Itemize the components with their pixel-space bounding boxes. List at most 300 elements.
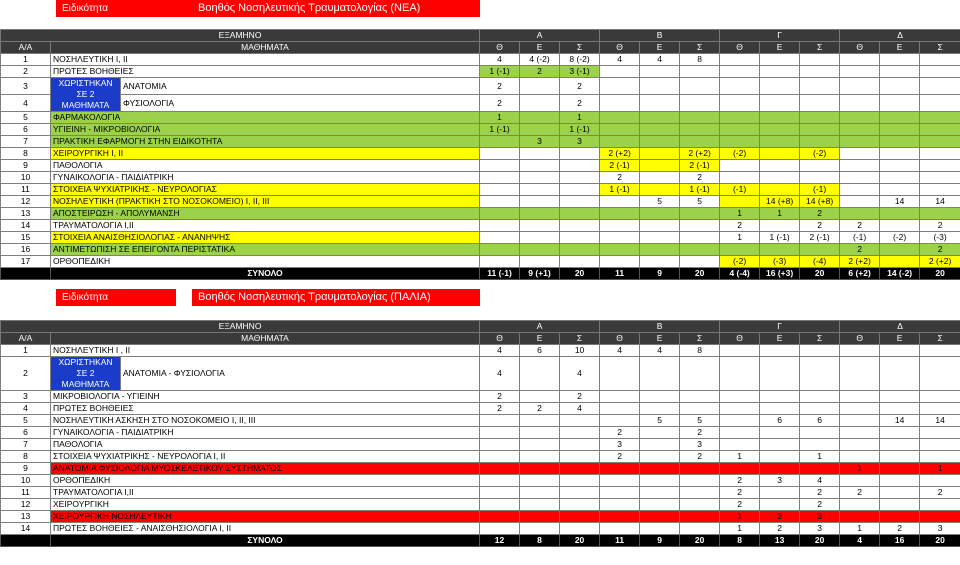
course-name: ΤΡΑΥΜΑΤΟΛΟΓΙΑ Ι,ΙΙ <box>51 220 480 232</box>
table-row <box>1 499 960 511</box>
table-row <box>1 124 960 136</box>
hours-cell <box>600 475 640 487</box>
hours-cell: 2 (-1) <box>680 160 720 172</box>
col-s: Σ <box>680 333 720 345</box>
hours-cell <box>720 244 760 256</box>
hours-cell: 3 <box>920 523 960 535</box>
hours-cell <box>880 244 920 256</box>
hours-cell <box>640 112 680 124</box>
hours-cell <box>760 403 800 415</box>
hours-cell <box>520 172 560 184</box>
hours-cell <box>840 451 880 463</box>
table-row <box>1 95 960 112</box>
hours-cell <box>640 256 680 268</box>
hours-cell <box>600 511 640 523</box>
hours-cell <box>920 451 960 463</box>
table-row <box>1 523 960 535</box>
row-number: 7 <box>1 136 51 148</box>
hours-cell <box>720 403 760 415</box>
col-e: Ε <box>880 333 920 345</box>
hours-cell <box>520 256 560 268</box>
hours-cell <box>880 345 920 357</box>
course-name: ΠΡΩΤΕΣ ΒΟΗΘΕΙΕΣ <box>51 66 480 78</box>
hours-cell <box>640 475 680 487</box>
hours-cell <box>680 523 720 535</box>
semester-label: ΕΞΑΜΗΝΟ <box>1 30 480 42</box>
total-cell: 9 <box>640 535 680 547</box>
total-cell: 9 <box>640 268 680 280</box>
hours-cell <box>520 427 560 439</box>
hours-cell <box>480 244 520 256</box>
hours-cell <box>520 95 560 112</box>
table-row <box>1 78 960 95</box>
hours-cell: (-1) <box>720 184 760 196</box>
hours-cell: 10 <box>560 345 600 357</box>
hours-cell <box>560 427 600 439</box>
hours-cell: 5 <box>640 196 680 208</box>
hours-cell <box>840 439 880 451</box>
total-cell: 12 <box>480 535 520 547</box>
row-number: 2 <box>1 357 51 391</box>
hours-cell <box>640 451 680 463</box>
hours-cell: 2 <box>840 244 880 256</box>
course-name: ΤΡΑΥΜΑΤΟΛΟΓΙΑ Ι,ΙΙ <box>51 487 480 499</box>
hours-cell: 3 <box>560 136 600 148</box>
table-row <box>1 256 960 268</box>
hours-cell <box>720 463 760 475</box>
hours-cell <box>600 256 640 268</box>
course-name: ΑΝΑΤΟΜΙΑ <box>121 78 480 95</box>
hours-cell <box>560 499 600 511</box>
hours-cell: 2 <box>880 523 920 535</box>
hours-cell: 1 <box>720 451 760 463</box>
group-note: ΧΩΡΙΣΤΗΚΑΝ ΣΕ 2 ΜΑΘΗΜΑΤΑ <box>51 78 121 112</box>
total-cell: 14 (-2) <box>880 268 920 280</box>
hours-cell <box>480 463 520 475</box>
row-number: 8 <box>1 451 51 463</box>
row-number: 9 <box>1 463 51 475</box>
hours-cell <box>560 220 600 232</box>
table-row <box>1 172 960 184</box>
hours-cell <box>920 439 960 451</box>
hours-cell: 4 <box>480 54 520 66</box>
hours-cell: (-1) <box>800 184 840 196</box>
hours-cell: (-2) <box>800 148 840 160</box>
hours-cell <box>600 208 640 220</box>
page-title: Βοηθός Νοσηλευτικής Τραυματολογίας (ΝΕΑ) <box>198 2 421 14</box>
total-cell: 20 <box>800 535 840 547</box>
hours-cell <box>640 95 680 112</box>
hours-cell <box>520 220 560 232</box>
hours-cell <box>560 523 600 535</box>
hours-cell <box>520 439 560 451</box>
hours-cell <box>640 511 680 523</box>
hours-cell <box>480 415 520 427</box>
table-row <box>1 244 960 256</box>
hours-cell <box>800 427 840 439</box>
hours-cell: 3 <box>520 136 560 148</box>
course-name: ΑΝΑΤΟΜΙΑ ΦΥΣΙΟΛΟΓΙΑ ΜΥΟΣΚΕΛΕΤΙΚΟΥ ΣΥΣΤΗΜΑΤΟΣ <box>51 463 480 475</box>
hours-cell <box>920 136 960 148</box>
row-number: 16 <box>1 244 51 256</box>
hours-cell: 2 <box>600 172 640 184</box>
row-number: 13 <box>1 511 51 523</box>
semester-G: Γ <box>720 321 840 333</box>
hours-cell: 2 <box>720 475 760 487</box>
hours-cell <box>760 499 800 511</box>
hours-cell: 4 <box>480 345 520 357</box>
hours-cell: 14 (+8) <box>800 196 840 208</box>
hours-cell <box>480 196 520 208</box>
table-row <box>1 357 960 391</box>
course-name: ΟΡΘΟΠΕΔΙΚΗ <box>51 256 480 268</box>
hours-cell <box>640 66 680 78</box>
table-row <box>1 403 960 415</box>
col-s: Σ <box>800 333 840 345</box>
hours-cell <box>600 499 640 511</box>
hours-cell: 2 <box>560 391 600 403</box>
hours-cell <box>480 439 520 451</box>
hours-cell <box>520 415 560 427</box>
course-name: ΧΕΙΡΟΥΡΓΙΚΗ ΝΟΣΗΛΕΥΤΙΚΗ <box>51 511 480 523</box>
hours-cell <box>720 136 760 148</box>
hours-cell <box>640 391 680 403</box>
header-bar-new <box>56 0 480 17</box>
hours-cell: 1 <box>800 451 840 463</box>
hours-cell: 1 <box>840 523 880 535</box>
hours-cell: 2 <box>720 499 760 511</box>
hours-cell <box>880 256 920 268</box>
hours-cell: 6 <box>800 415 840 427</box>
hours-cell <box>880 463 920 475</box>
hours-cell: 2 (+2) <box>680 148 720 160</box>
semester-A: Α <box>480 30 600 42</box>
hours-cell <box>520 208 560 220</box>
hours-cell <box>880 427 920 439</box>
total-cell: 4 <box>840 535 880 547</box>
hours-cell <box>680 244 720 256</box>
hours-cell <box>800 244 840 256</box>
semester-D: Δ <box>840 30 960 42</box>
course-name: ΦΥΣΙΟΛΟΓΙΑ <box>121 95 480 112</box>
hours-cell <box>680 391 720 403</box>
hours-cell <box>560 511 600 523</box>
hours-cell <box>560 451 600 463</box>
hours-cell <box>640 172 680 184</box>
row-number: 12 <box>1 196 51 208</box>
hours-cell <box>840 345 880 357</box>
hours-cell: 3 <box>800 511 840 523</box>
hours-cell <box>760 220 800 232</box>
col-th: Θ <box>840 42 880 54</box>
hours-cell <box>680 463 720 475</box>
hours-cell <box>640 499 680 511</box>
hours-cell <box>840 112 880 124</box>
hours-cell <box>840 196 880 208</box>
table-row <box>1 345 960 357</box>
total-cell: 20 <box>920 268 960 280</box>
hours-cell <box>840 95 880 112</box>
table-row <box>1 160 960 172</box>
hours-cell <box>800 345 840 357</box>
col-s: Σ <box>680 42 720 54</box>
hours-cell <box>600 463 640 475</box>
hours-cell <box>920 357 960 391</box>
hours-cell <box>720 391 760 403</box>
hours-cell: 8 <box>680 54 720 66</box>
page-title-old: Βοηθός Νοσηλευτικής Τραυματολογίας (ΠΑΛΙΑ) <box>198 291 431 303</box>
hours-cell: 2 <box>520 66 560 78</box>
hours-cell <box>880 403 920 415</box>
hours-cell <box>680 95 720 112</box>
hours-cell <box>880 391 920 403</box>
hours-cell: 3 <box>680 439 720 451</box>
hours-cell: 3 (-1) <box>560 66 600 78</box>
hours-cell: 1 <box>720 208 760 220</box>
table-row <box>1 415 960 427</box>
semester-B: Β <box>600 321 720 333</box>
hours-cell <box>800 439 840 451</box>
table-row <box>1 427 960 439</box>
hours-cell: (-2) <box>720 148 760 160</box>
hours-cell <box>800 357 840 391</box>
table-row <box>1 511 960 523</box>
hours-cell <box>920 66 960 78</box>
hours-cell <box>800 463 840 475</box>
hours-cell <box>880 475 920 487</box>
hours-cell <box>720 357 760 391</box>
hours-cell <box>880 451 920 463</box>
hours-cell: (-2) <box>880 232 920 244</box>
hours-cell <box>800 136 840 148</box>
hours-cell: 2 <box>720 487 760 499</box>
hours-cell <box>560 232 600 244</box>
hours-cell <box>480 184 520 196</box>
hours-cell <box>880 499 920 511</box>
total-cell: 6 (+2) <box>840 268 880 280</box>
hours-cell: 2 <box>800 487 840 499</box>
hours-cell: 1 <box>480 112 520 124</box>
hours-cell: 4 (-2) <box>520 54 560 66</box>
hours-cell <box>560 172 600 184</box>
row-number: 12 <box>1 499 51 511</box>
row-number: 6 <box>1 124 51 136</box>
hours-cell: 5 <box>680 415 720 427</box>
hours-cell <box>560 208 600 220</box>
hours-cell <box>920 208 960 220</box>
hours-cell <box>680 78 720 95</box>
hours-cell: 2 (+2) <box>840 256 880 268</box>
hours-cell <box>480 256 520 268</box>
hours-cell <box>480 499 520 511</box>
course-name: ΠΑΘΟΛΟΓΙΑ <box>51 160 480 172</box>
hours-cell <box>920 112 960 124</box>
hours-cell <box>880 78 920 95</box>
hours-cell <box>600 391 640 403</box>
table-row <box>1 196 960 208</box>
hours-cell: 6 <box>760 415 800 427</box>
col-s: Σ <box>560 333 600 345</box>
hours-cell <box>600 112 640 124</box>
row-number: 1 <box>1 54 51 66</box>
hours-cell <box>800 95 840 112</box>
hours-cell <box>800 403 840 415</box>
hours-cell <box>840 357 880 391</box>
hours-cell <box>840 208 880 220</box>
hours-cell <box>920 160 960 172</box>
hours-cell <box>600 220 640 232</box>
hours-cell <box>720 78 760 95</box>
hours-cell: 4 <box>600 345 640 357</box>
col-th: Θ <box>600 333 640 345</box>
hours-cell <box>480 475 520 487</box>
hours-cell <box>520 523 560 535</box>
col-e: Ε <box>520 42 560 54</box>
hours-cell <box>760 244 800 256</box>
hours-cell <box>520 391 560 403</box>
col-th: Θ <box>720 333 760 345</box>
hours-cell <box>520 124 560 136</box>
hours-cell <box>600 196 640 208</box>
table-row <box>1 54 960 66</box>
hours-cell <box>680 475 720 487</box>
hours-cell: 2 (+2) <box>920 256 960 268</box>
hours-cell <box>520 196 560 208</box>
hours-cell <box>560 415 600 427</box>
hours-cell: 1 <box>760 208 800 220</box>
hours-cell <box>720 54 760 66</box>
totals-label: ΣΥΝΟΛΟ <box>51 268 480 280</box>
hours-cell: 2 <box>760 511 800 523</box>
hours-cell <box>920 172 960 184</box>
hours-cell <box>920 148 960 160</box>
hours-cell <box>640 357 680 391</box>
totals-label: ΣΥΝΟΛΟ <box>51 535 480 547</box>
hours-cell <box>600 78 640 95</box>
hours-cell <box>880 124 920 136</box>
hours-cell: 1 <box>840 463 880 475</box>
row-number: 4 <box>1 95 51 112</box>
hours-cell <box>880 511 920 523</box>
hours-cell <box>480 511 520 523</box>
hours-cell: 2 (-1) <box>800 232 840 244</box>
course-name: ΣΤΟΙΧΕΙΑ ΑΝΑΙΣΘΗΣΙΟΛΟΓΙΑΣ - ΑΝΑΝΗΨΗΣ <box>51 232 480 244</box>
table-row <box>1 439 960 451</box>
hours-cell <box>480 136 520 148</box>
table-row <box>1 391 960 403</box>
col-e: Ε <box>640 42 680 54</box>
hours-cell <box>800 66 840 78</box>
hours-cell <box>560 439 600 451</box>
hours-cell <box>720 66 760 78</box>
hours-cell <box>560 256 600 268</box>
hours-cell <box>640 184 680 196</box>
hours-cell: 4 <box>560 403 600 415</box>
hours-cell <box>760 95 800 112</box>
hours-cell <box>600 66 640 78</box>
hours-cell <box>560 196 600 208</box>
row-number: 3 <box>1 391 51 403</box>
row-number: 14 <box>1 220 51 232</box>
col-s: Σ <box>920 333 960 345</box>
hours-cell <box>680 357 720 391</box>
hours-cell <box>520 475 560 487</box>
hours-cell <box>920 499 960 511</box>
hours-cell <box>920 427 960 439</box>
hours-cell <box>720 345 760 357</box>
row-number: 15 <box>1 232 51 244</box>
hours-cell: 2 <box>480 391 520 403</box>
hours-cell: 2 <box>520 403 560 415</box>
hours-cell: 4 <box>640 54 680 66</box>
hours-cell <box>920 95 960 112</box>
hours-cell <box>840 124 880 136</box>
hours-cell <box>520 232 560 244</box>
hours-cell <box>680 208 720 220</box>
hours-cell <box>840 391 880 403</box>
hours-cell: 2 <box>560 95 600 112</box>
hours-cell: 1 (-1) <box>560 124 600 136</box>
hours-cell <box>520 184 560 196</box>
hours-cell <box>920 475 960 487</box>
hours-cell <box>920 78 960 95</box>
col-e: Ε <box>520 333 560 345</box>
hours-cell: 1 <box>560 112 600 124</box>
hours-cell <box>720 112 760 124</box>
hours-cell <box>880 439 920 451</box>
hours-cell <box>760 78 800 95</box>
hours-cell <box>640 487 680 499</box>
hours-cell <box>760 112 800 124</box>
hours-cell <box>800 112 840 124</box>
hours-cell <box>600 95 640 112</box>
hours-cell: 4 <box>800 475 840 487</box>
semester-A: Α <box>480 321 600 333</box>
hours-cell: 1 (-1) <box>760 232 800 244</box>
hours-cell: 8 <box>680 345 720 357</box>
total-cell: 20 <box>800 268 840 280</box>
hours-cell <box>880 95 920 112</box>
course-name: ΝΟΣΗΛΕΥΤΙΚΗ Ι , ΙΙ <box>51 345 480 357</box>
hours-cell <box>760 66 800 78</box>
hours-cell <box>600 232 640 244</box>
hours-cell: 2 <box>600 427 640 439</box>
hours-cell: 2 <box>840 220 880 232</box>
row-number: 10 <box>1 475 51 487</box>
course-name: ΓΥΝΑΙΚΟΛΟΓΙΑ - ΠΑΙΔΙΑΤΡΙΚΗ <box>51 172 480 184</box>
course-name: ΝΟΣΗΛΕΥΤΙΚΗ ΑΣΚΗΣΗ ΣΤΟ ΝΟΣΟΚΟΜΕΙΟ Ι, ΙΙ, ΙΙΙ <box>51 415 480 427</box>
hours-cell <box>680 511 720 523</box>
hours-cell <box>720 160 760 172</box>
hours-cell <box>840 148 880 160</box>
col-s: Σ <box>560 42 600 54</box>
hours-cell <box>520 78 560 95</box>
hours-cell <box>520 511 560 523</box>
hours-cell <box>520 463 560 475</box>
total-cell: 20 <box>560 268 600 280</box>
hours-cell <box>840 160 880 172</box>
hours-cell <box>760 487 800 499</box>
total-cell: 16 <box>880 535 920 547</box>
row-number: 14 <box>1 523 51 535</box>
hours-cell <box>520 357 560 391</box>
hours-cell <box>560 475 600 487</box>
row-number: 17 <box>1 256 51 268</box>
hours-cell <box>480 523 520 535</box>
row-number: 5 <box>1 112 51 124</box>
col-th: Θ <box>600 42 640 54</box>
hours-cell <box>600 136 640 148</box>
